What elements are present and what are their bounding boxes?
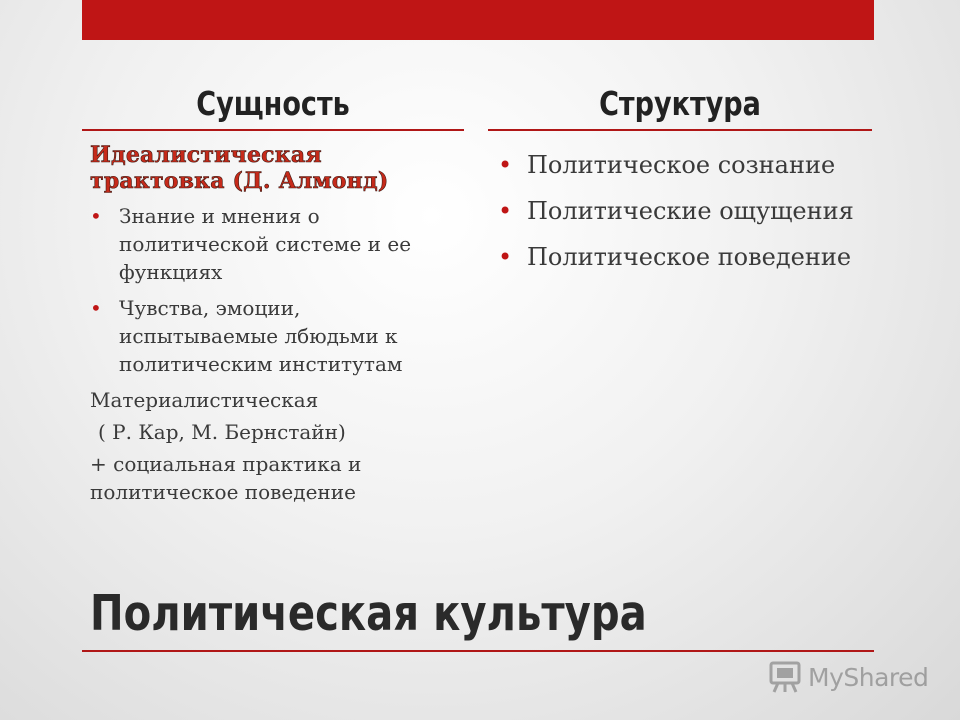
subtitle-line-1: Идеалистическая	[90, 142, 322, 168]
right-bullet-text: Политическое поведение	[527, 243, 852, 271]
bullet-dot-icon: •	[90, 204, 102, 228]
materialist-authors: ( Р. Кар, М. Бернстайн)	[98, 420, 346, 444]
right-column-heading: Структура	[599, 84, 761, 123]
watermark-logo	[768, 660, 928, 694]
watermark-text: MyShared	[808, 662, 929, 692]
right-bullet-text: Политические ощущения	[527, 197, 854, 225]
slide-title: Политическая культура	[90, 585, 647, 642]
bullet-dot-icon: •	[498, 197, 513, 225]
top-accent-bar	[82, 0, 874, 40]
addition-line-1: + социальная практика и	[90, 452, 362, 476]
materialist-addition	[90, 450, 460, 506]
right-bullet-item	[498, 192, 868, 230]
bullet-dot-icon: •	[498, 243, 513, 271]
right-heading-divider	[488, 129, 872, 131]
right-bullet-item	[498, 146, 868, 184]
left-column-content	[90, 142, 460, 506]
right-bullet-item	[498, 238, 868, 276]
left-bullet-text: Чувства, эмоции, испытываемые лбюдьми к политическим институтам	[119, 296, 403, 376]
left-heading-divider	[82, 129, 464, 131]
bullet-dot-icon: •	[90, 296, 102, 320]
right-bullet-text: Политическое сознание	[527, 151, 836, 179]
right-column-content	[498, 146, 868, 284]
materialist-label: Материалистическая	[90, 388, 319, 412]
right-bullet-list	[498, 146, 868, 276]
idealistic-subtitle	[90, 142, 460, 194]
projector-screen-icon	[768, 660, 802, 694]
left-column-heading: Сущность	[196, 84, 350, 123]
left-bullet-list	[90, 202, 460, 378]
left-bullet-item	[90, 294, 460, 378]
left-bullet-text: Знание и мнения о политической системе и ее функциях	[119, 204, 412, 284]
subtitle-line-2: трактовка (Д. Алмонд)	[90, 168, 389, 194]
left-bullet-item	[90, 202, 460, 286]
addition-line-2: политическое поведение	[90, 480, 356, 504]
title-underline	[82, 650, 874, 652]
bullet-dot-icon: •	[498, 151, 513, 179]
